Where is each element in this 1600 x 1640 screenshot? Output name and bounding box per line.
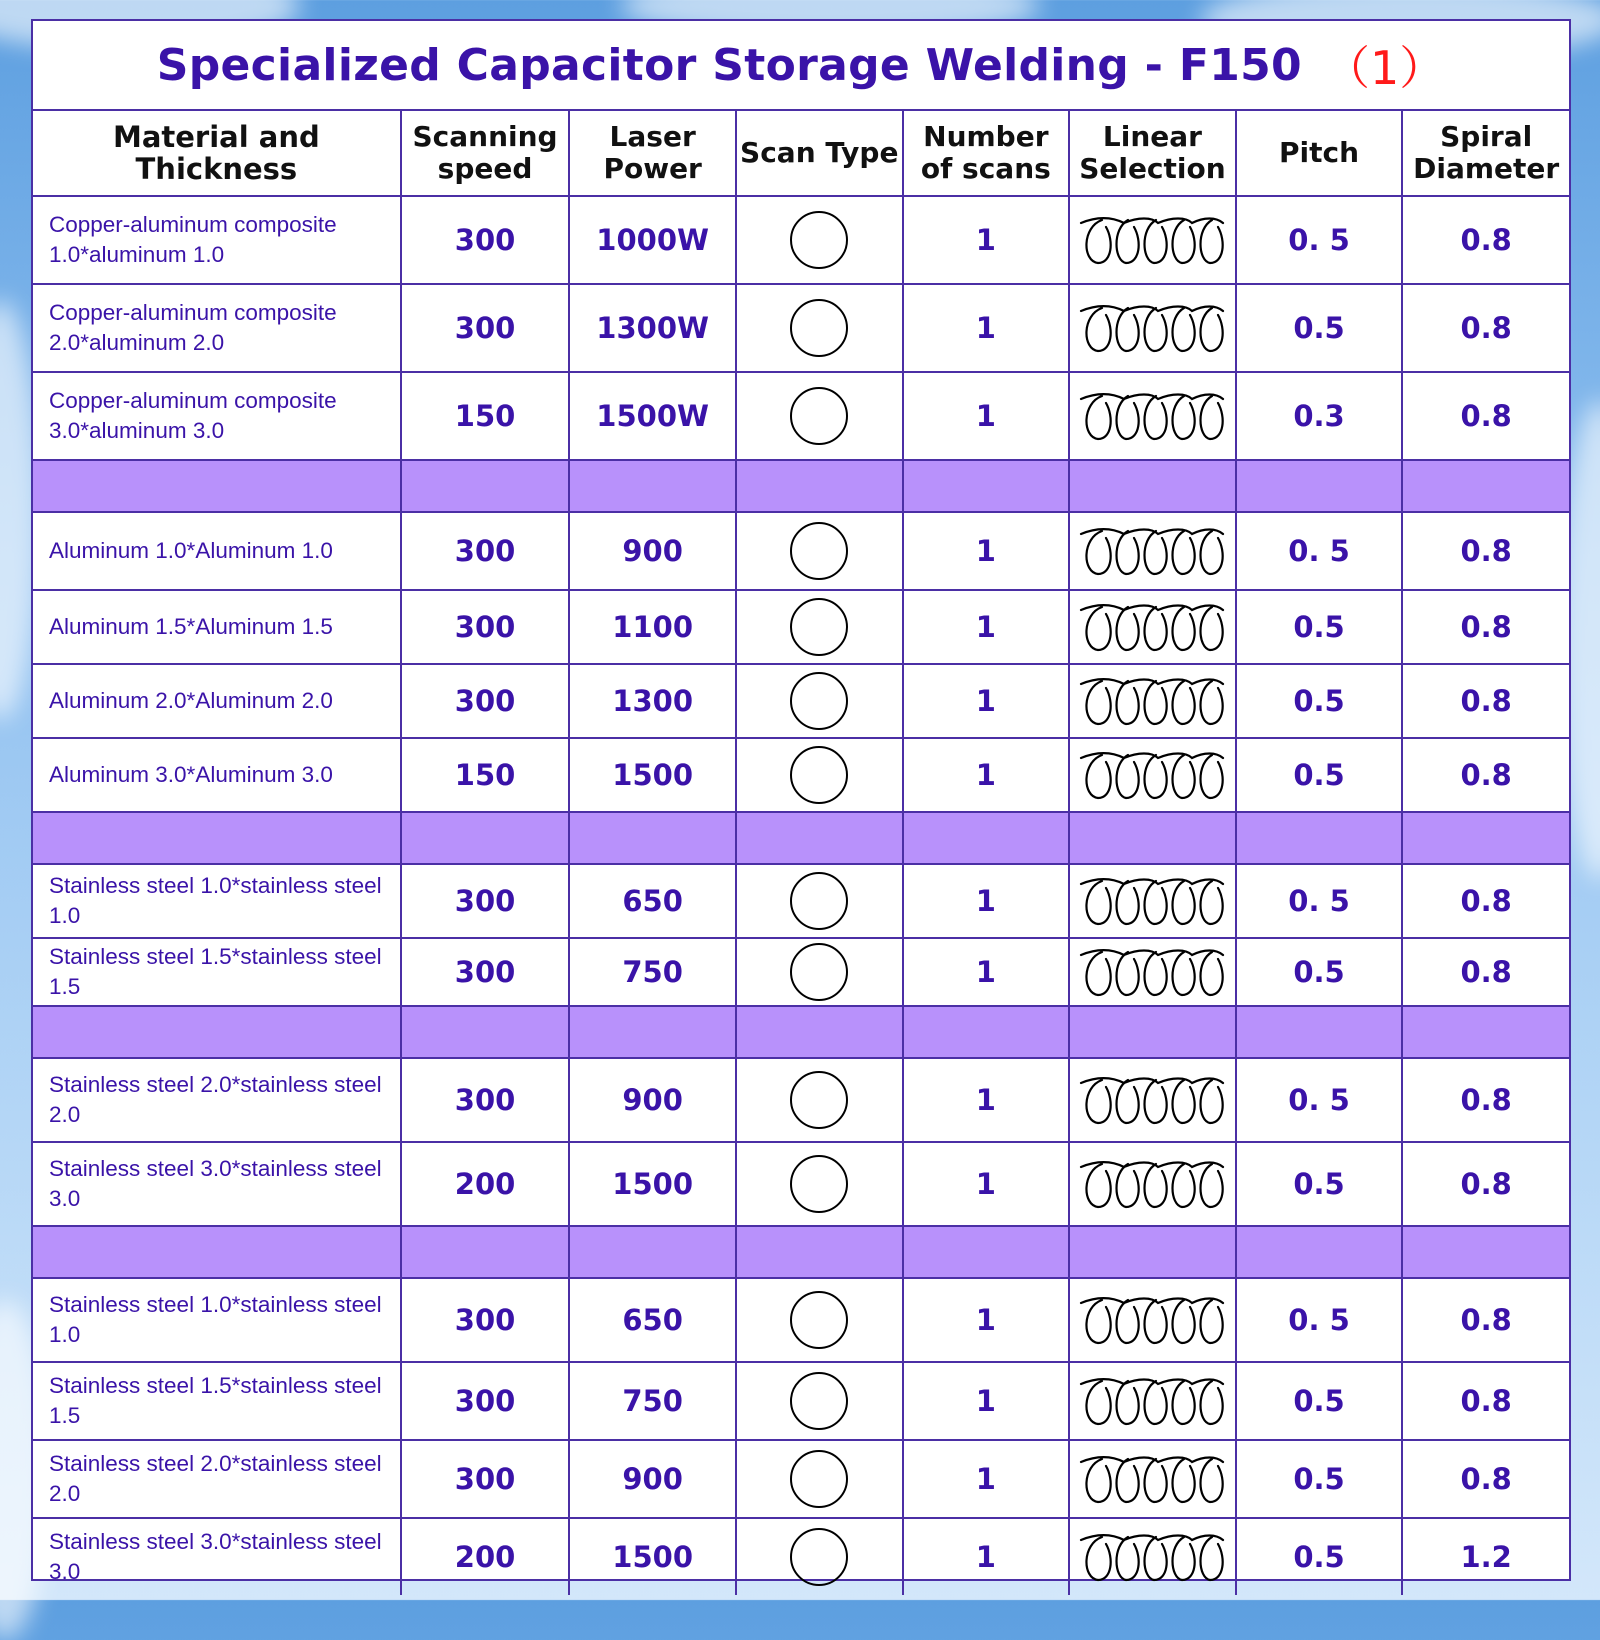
- linear-selection-cell: [1069, 864, 1236, 938]
- scanning-speed-cell: 200: [401, 1518, 570, 1595]
- separator-cell: [1069, 812, 1236, 864]
- pitch-cell: 0.5: [1236, 1518, 1403, 1595]
- scan-type-cell: [736, 1440, 903, 1518]
- spiral-diameter-cell: 0.8: [1402, 1440, 1569, 1518]
- pitch-cell: 0. 5: [1236, 1058, 1403, 1142]
- parameter-table: [33, 111, 1569, 1595]
- spiral-line-icon: [1070, 1530, 1235, 1584]
- table-row: [33, 864, 1569, 938]
- scan-type-cell: [736, 1518, 903, 1595]
- scan-type-cell: [736, 664, 903, 738]
- number-of-scans-cell: 1: [903, 664, 1070, 738]
- separator-cell: [736, 1006, 903, 1058]
- pitch-cell: 0. 5: [1236, 196, 1403, 284]
- linear-selection-cell: [1069, 1440, 1236, 1518]
- pitch-cell: 0.5: [1236, 1440, 1403, 1518]
- separator-cell: [1069, 460, 1236, 512]
- group-separator-row: [33, 1226, 1569, 1278]
- separator-cell: [1236, 812, 1403, 864]
- laser-power-cell: 650: [569, 1278, 736, 1362]
- spiral-line-icon: [1070, 389, 1235, 443]
- linear-selection-cell: [1069, 1362, 1236, 1440]
- number-of-scans-cell: 1: [903, 1142, 1070, 1226]
- separator-cell: [903, 1006, 1070, 1058]
- number-of-scans-cell: 1: [903, 284, 1070, 372]
- laser-power-cell: 1300W: [569, 284, 736, 372]
- separator-cell: [1236, 1226, 1403, 1278]
- material-cell: Stainless steel 3.0*stainless steel 3.0: [33, 1142, 401, 1226]
- header-laser-power: Laser Power: [569, 111, 736, 196]
- page-title: Specialized Capacitor Storage Welding - F150: [156, 39, 1302, 91]
- header-pitch: Pitch: [1236, 111, 1403, 196]
- linear-selection-cell: [1069, 1058, 1236, 1142]
- laser-power-cell: 650: [569, 864, 736, 938]
- group-separator-row: [33, 812, 1569, 864]
- material-cell: Stainless steel 1.5*stainless steel 1.5: [33, 1362, 401, 1440]
- header-scanning-speed: Scanning speed: [401, 111, 570, 196]
- circle-icon: [737, 871, 902, 931]
- number-of-scans-cell: 1: [903, 1362, 1070, 1440]
- separator-cell: [736, 460, 903, 512]
- spiral-diameter-cell: 0.8: [1402, 284, 1569, 372]
- scanning-speed-cell: 300: [401, 1278, 570, 1362]
- linear-selection-cell: [1069, 284, 1236, 372]
- linear-selection-cell: [1069, 1518, 1236, 1595]
- spiral-line-icon: [1070, 1293, 1235, 1347]
- circle-icon: [737, 1070, 902, 1130]
- pitch-cell: 0.5: [1236, 938, 1403, 1006]
- group-separator-row: [33, 1006, 1569, 1058]
- circle-icon: [737, 1449, 902, 1509]
- pitch-cell: 0. 5: [1236, 864, 1403, 938]
- scan-type-cell: [736, 1278, 903, 1362]
- header-linear-selection: Linear Selection: [1069, 111, 1236, 196]
- page-number: （1）: [1323, 41, 1446, 95]
- spiral-line-icon: [1070, 1452, 1235, 1506]
- pitch-cell: 0.5: [1236, 664, 1403, 738]
- spiral-diameter-cell: 0.8: [1402, 196, 1569, 284]
- spiral-diameter-cell: 0.8: [1402, 664, 1569, 738]
- separator-cell: [33, 812, 401, 864]
- pitch-cell: 0.5: [1236, 1362, 1403, 1440]
- material-cell: Aluminum 1.5*Aluminum 1.5: [33, 590, 401, 664]
- number-of-scans-cell: 1: [903, 864, 1070, 938]
- title-bar: [33, 21, 1569, 111]
- laser-power-cell: 1000W: [569, 196, 736, 284]
- table-row: [33, 1058, 1569, 1142]
- laser-power-cell: 1500W: [569, 372, 736, 460]
- linear-selection-cell: [1069, 1278, 1236, 1362]
- table-row: [33, 512, 1569, 590]
- spiral-line-icon: [1070, 874, 1235, 928]
- table-row: [33, 1518, 1569, 1595]
- table-row: [33, 284, 1569, 372]
- scan-type-cell: [736, 864, 903, 938]
- linear-selection-cell: [1069, 938, 1236, 1006]
- separator-cell: [1069, 1226, 1236, 1278]
- spiral-line-icon: [1070, 748, 1235, 802]
- separator-cell: [401, 1006, 570, 1058]
- linear-selection-cell: [1069, 590, 1236, 664]
- circle-icon: [737, 521, 902, 581]
- circle-icon: [737, 298, 902, 358]
- spiral-diameter-cell: 0.8: [1402, 938, 1569, 1006]
- linear-selection-cell: [1069, 738, 1236, 812]
- spiral-line-icon: [1070, 1374, 1235, 1428]
- pitch-cell: 0.5: [1236, 590, 1403, 664]
- circle-icon: [737, 942, 902, 1002]
- laser-power-cell: 900: [569, 1058, 736, 1142]
- separator-cell: [401, 1226, 570, 1278]
- separator-cell: [1236, 460, 1403, 512]
- pitch-cell: 0.3: [1236, 372, 1403, 460]
- group-separator-row: [33, 460, 1569, 512]
- table-row: [33, 738, 1569, 812]
- table-row: [33, 664, 1569, 738]
- scanning-speed-cell: 150: [401, 738, 570, 812]
- table-row: [33, 372, 1569, 460]
- scan-type-cell: [736, 512, 903, 590]
- scanning-speed-cell: 300: [401, 1362, 570, 1440]
- circle-icon: [737, 745, 902, 805]
- material-cell: Stainless steel 1.5*stainless steel 1.5: [33, 938, 401, 1006]
- linear-selection-cell: [1069, 196, 1236, 284]
- header-material: Material and Thickness: [33, 111, 401, 196]
- scan-type-cell: [736, 938, 903, 1006]
- spiral-line-icon: [1070, 213, 1235, 267]
- linear-selection-cell: [1069, 372, 1236, 460]
- spiral-diameter-cell: 0.8: [1402, 512, 1569, 590]
- separator-cell: [1402, 1226, 1569, 1278]
- separator-cell: [569, 460, 736, 512]
- pitch-cell: 0. 5: [1236, 512, 1403, 590]
- spiral-diameter-cell: 0.8: [1402, 1058, 1569, 1142]
- scan-type-cell: [736, 372, 903, 460]
- scanning-speed-cell: 300: [401, 196, 570, 284]
- parameter-sheet: [31, 19, 1571, 1584]
- header-number-of-scans: Number of scans: [903, 111, 1070, 196]
- table-row: [33, 1142, 1569, 1226]
- linear-selection-cell: [1069, 1142, 1236, 1226]
- scan-type-cell: [736, 196, 903, 284]
- linear-selection-cell: [1069, 512, 1236, 590]
- separator-cell: [401, 460, 570, 512]
- scanning-speed-cell: 300: [401, 1058, 570, 1142]
- circle-icon: [737, 1527, 902, 1587]
- spiral-diameter-cell: 0.8: [1402, 1362, 1569, 1440]
- spiral-line-icon: [1070, 674, 1235, 728]
- spiral-line-icon: [1070, 524, 1235, 578]
- scanning-speed-cell: 300: [401, 938, 570, 1006]
- scanning-speed-cell: 300: [401, 284, 570, 372]
- material-cell: Copper-aluminum composite 1.0*aluminum 1.0: [33, 196, 401, 284]
- spiral-line-icon: [1070, 1157, 1235, 1211]
- circle-icon: [737, 671, 902, 731]
- laser-power-cell: 1500: [569, 1518, 736, 1595]
- separator-cell: [903, 1226, 1070, 1278]
- table-header-row: [33, 111, 1569, 196]
- material-cell: Aluminum 1.0*Aluminum 1.0: [33, 512, 401, 590]
- material-cell: Stainless steel 2.0*stainless steel 2.0: [33, 1058, 401, 1142]
- scanning-speed-cell: 300: [401, 664, 570, 738]
- table-body: [33, 196, 1569, 1595]
- separator-cell: [33, 1006, 401, 1058]
- circle-icon: [737, 1371, 902, 1431]
- laser-power-cell: 900: [569, 512, 736, 590]
- separator-cell: [903, 812, 1070, 864]
- laser-power-cell: 1300: [569, 664, 736, 738]
- material-cell: Stainless steel 3.0*stainless steel 3.0: [33, 1518, 401, 1595]
- circle-icon: [737, 597, 902, 657]
- scan-type-cell: [736, 1142, 903, 1226]
- number-of-scans-cell: 1: [903, 1518, 1070, 1595]
- pitch-cell: 0. 5: [1236, 1278, 1403, 1362]
- scan-type-cell: [736, 590, 903, 664]
- separator-cell: [569, 812, 736, 864]
- circle-icon: [737, 386, 902, 446]
- pitch-cell: 0.5: [1236, 284, 1403, 372]
- separator-cell: [736, 1226, 903, 1278]
- laser-power-cell: 750: [569, 938, 736, 1006]
- scan-type-cell: [736, 284, 903, 372]
- table-row: [33, 938, 1569, 1006]
- laser-power-cell: 1500: [569, 1142, 736, 1226]
- material-cell: Copper-aluminum composite 2.0*aluminum 2.0: [33, 284, 401, 372]
- number-of-scans-cell: 1: [903, 512, 1070, 590]
- number-of-scans-cell: 1: [903, 1278, 1070, 1362]
- spiral-diameter-cell: 1.2: [1402, 1518, 1569, 1595]
- spiral-line-icon: [1070, 600, 1235, 654]
- spiral-diameter-cell: 0.8: [1402, 372, 1569, 460]
- laser-power-cell: 750: [569, 1362, 736, 1440]
- material-cell: Aluminum 3.0*Aluminum 3.0: [33, 738, 401, 812]
- scan-type-cell: [736, 1362, 903, 1440]
- spiral-diameter-cell: 0.8: [1402, 738, 1569, 812]
- table-row: [33, 196, 1569, 284]
- table-row: [33, 1362, 1569, 1440]
- spiral-diameter-cell: 0.8: [1402, 1142, 1569, 1226]
- scanning-speed-cell: 300: [401, 864, 570, 938]
- laser-power-cell: 900: [569, 1440, 736, 1518]
- separator-cell: [569, 1226, 736, 1278]
- scanning-speed-cell: 150: [401, 372, 570, 460]
- scan-type-cell: [736, 738, 903, 812]
- separator-cell: [1402, 460, 1569, 512]
- header-spiral-diameter: Spiral Diameter: [1402, 111, 1569, 196]
- spiral-line-icon: [1070, 945, 1235, 999]
- scanning-speed-cell: 300: [401, 1440, 570, 1518]
- table-row: [33, 1440, 1569, 1518]
- number-of-scans-cell: 1: [903, 590, 1070, 664]
- scanning-speed-cell: 300: [401, 512, 570, 590]
- number-of-scans-cell: 1: [903, 938, 1070, 1006]
- separator-cell: [1069, 1006, 1236, 1058]
- spiral-line-icon: [1070, 301, 1235, 355]
- material-cell: Stainless steel 1.0*stainless steel 1.0: [33, 1278, 401, 1362]
- pitch-cell: 0.5: [1236, 738, 1403, 812]
- spiral-diameter-cell: 0.8: [1402, 1278, 1569, 1362]
- number-of-scans-cell: 1: [903, 1058, 1070, 1142]
- scanning-speed-cell: 200: [401, 1142, 570, 1226]
- number-of-scans-cell: 1: [903, 196, 1070, 284]
- spiral-line-icon: [1070, 1073, 1235, 1127]
- linear-selection-cell: [1069, 664, 1236, 738]
- separator-cell: [903, 460, 1070, 512]
- separator-cell: [1402, 1006, 1569, 1058]
- material-cell: Stainless steel 2.0*stainless steel 2.0: [33, 1440, 401, 1518]
- separator-cell: [1402, 812, 1569, 864]
- laser-power-cell: 1500: [569, 738, 736, 812]
- separator-cell: [33, 460, 401, 512]
- circle-icon: [737, 1154, 902, 1214]
- table-row: [33, 590, 1569, 664]
- spiral-diameter-cell: 0.8: [1402, 864, 1569, 938]
- separator-cell: [401, 812, 570, 864]
- number-of-scans-cell: 1: [903, 372, 1070, 460]
- scan-type-cell: [736, 1058, 903, 1142]
- circle-icon: [737, 210, 902, 270]
- material-cell: Copper-aluminum composite 3.0*aluminum 3.0: [33, 372, 401, 460]
- table-row: [33, 1278, 1569, 1362]
- header-scan-type: Scan Type: [736, 111, 903, 196]
- spiral-diameter-cell: 0.8: [1402, 590, 1569, 664]
- separator-cell: [736, 812, 903, 864]
- separator-cell: [1236, 1006, 1403, 1058]
- pitch-cell: 0.5: [1236, 1142, 1403, 1226]
- separator-cell: [33, 1226, 401, 1278]
- laser-power-cell: 1100: [569, 590, 736, 664]
- material-cell: Aluminum 2.0*Aluminum 2.0: [33, 664, 401, 738]
- separator-cell: [569, 1006, 736, 1058]
- number-of-scans-cell: 1: [903, 738, 1070, 812]
- number-of-scans-cell: 1: [903, 1440, 1070, 1518]
- circle-icon: [737, 1290, 902, 1350]
- material-cell: Stainless steel 1.0*stainless steel 1.0: [33, 864, 401, 938]
- scanning-speed-cell: 300: [401, 590, 570, 664]
